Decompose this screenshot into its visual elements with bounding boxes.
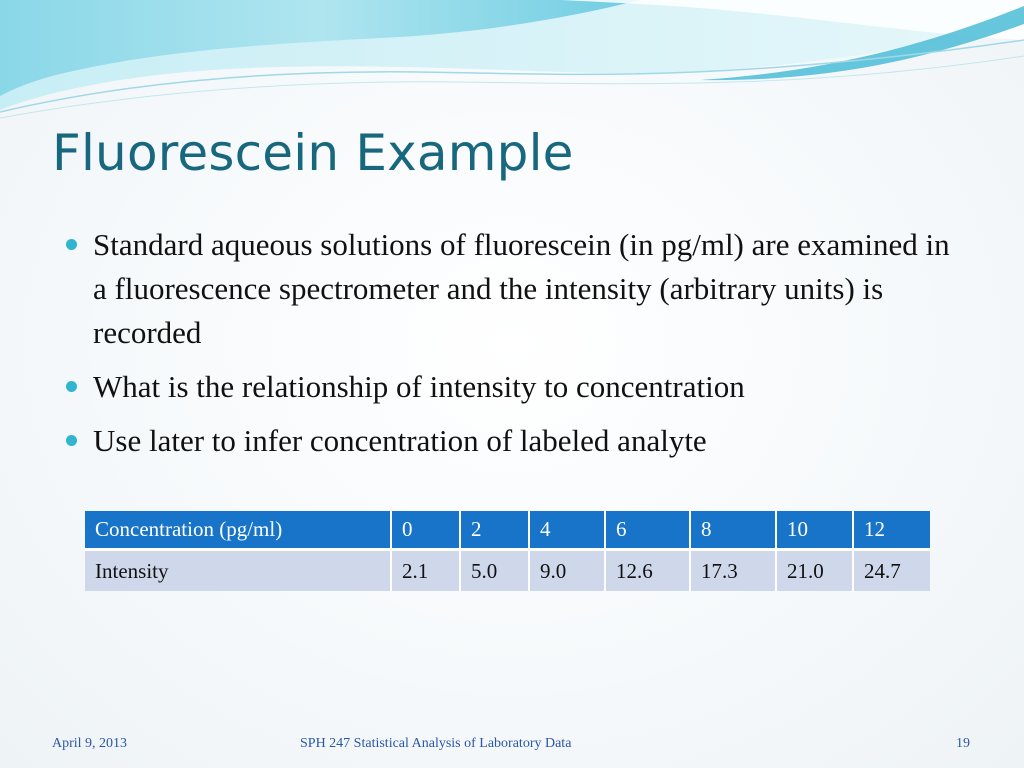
table-cell: 21.0 — [777, 551, 854, 591]
bullet-text: Use later to infer concentration of labeled analyte — [93, 423, 707, 458]
table-header-cell: Concentration (pg/ml) — [85, 511, 392, 551]
table-header-row — [85, 511, 930, 551]
bullet-item — [62, 365, 962, 409]
bullet-dot-icon — [66, 381, 77, 392]
decorative-wave-banner — [0, 0, 1024, 130]
table-header-cell: 8 — [691, 511, 777, 551]
table-cell: 9.0 — [530, 551, 606, 591]
table-row — [85, 551, 930, 591]
bullet-dot-icon — [66, 239, 77, 250]
slide-title: Fluorescein Example — [52, 124, 574, 182]
bullet-list — [62, 223, 962, 473]
bullet-dot-icon — [66, 435, 77, 446]
footer-course-title: SPH 247 Statistical Analysis of Laboratory Data — [300, 736, 572, 751]
table-cell: 2.1 — [392, 551, 461, 591]
table-header-cell: 6 — [606, 511, 691, 551]
table-header-cell: 0 — [392, 511, 461, 551]
bullet-text: What is the relationship of intensity to concentration — [93, 369, 745, 404]
footer-date: April 9, 2013 — [52, 736, 128, 751]
bullet-item — [62, 419, 962, 463]
bullet-text: Standard aqueous solutions of fluorescein (in pg/ml) are examined in a fluorescence spectrometer and the intensity (arbitrary units) is recorded — [93, 227, 950, 350]
table-header-cell: 10 — [777, 511, 854, 551]
footer-page-number: 19 — [956, 736, 970, 751]
table-cell: Intensity — [85, 551, 392, 591]
data-table — [85, 511, 930, 591]
table-header-cell: 12 — [854, 511, 930, 551]
table-cell: 5.0 — [461, 551, 530, 591]
table-cell: 17.3 — [691, 551, 777, 591]
table-cell: 24.7 — [854, 551, 930, 591]
table-cell: 12.6 — [606, 551, 691, 591]
table-header-cell: 2 — [461, 511, 530, 551]
table-header-cell: 4 — [530, 511, 606, 551]
bullet-item — [62, 223, 962, 355]
